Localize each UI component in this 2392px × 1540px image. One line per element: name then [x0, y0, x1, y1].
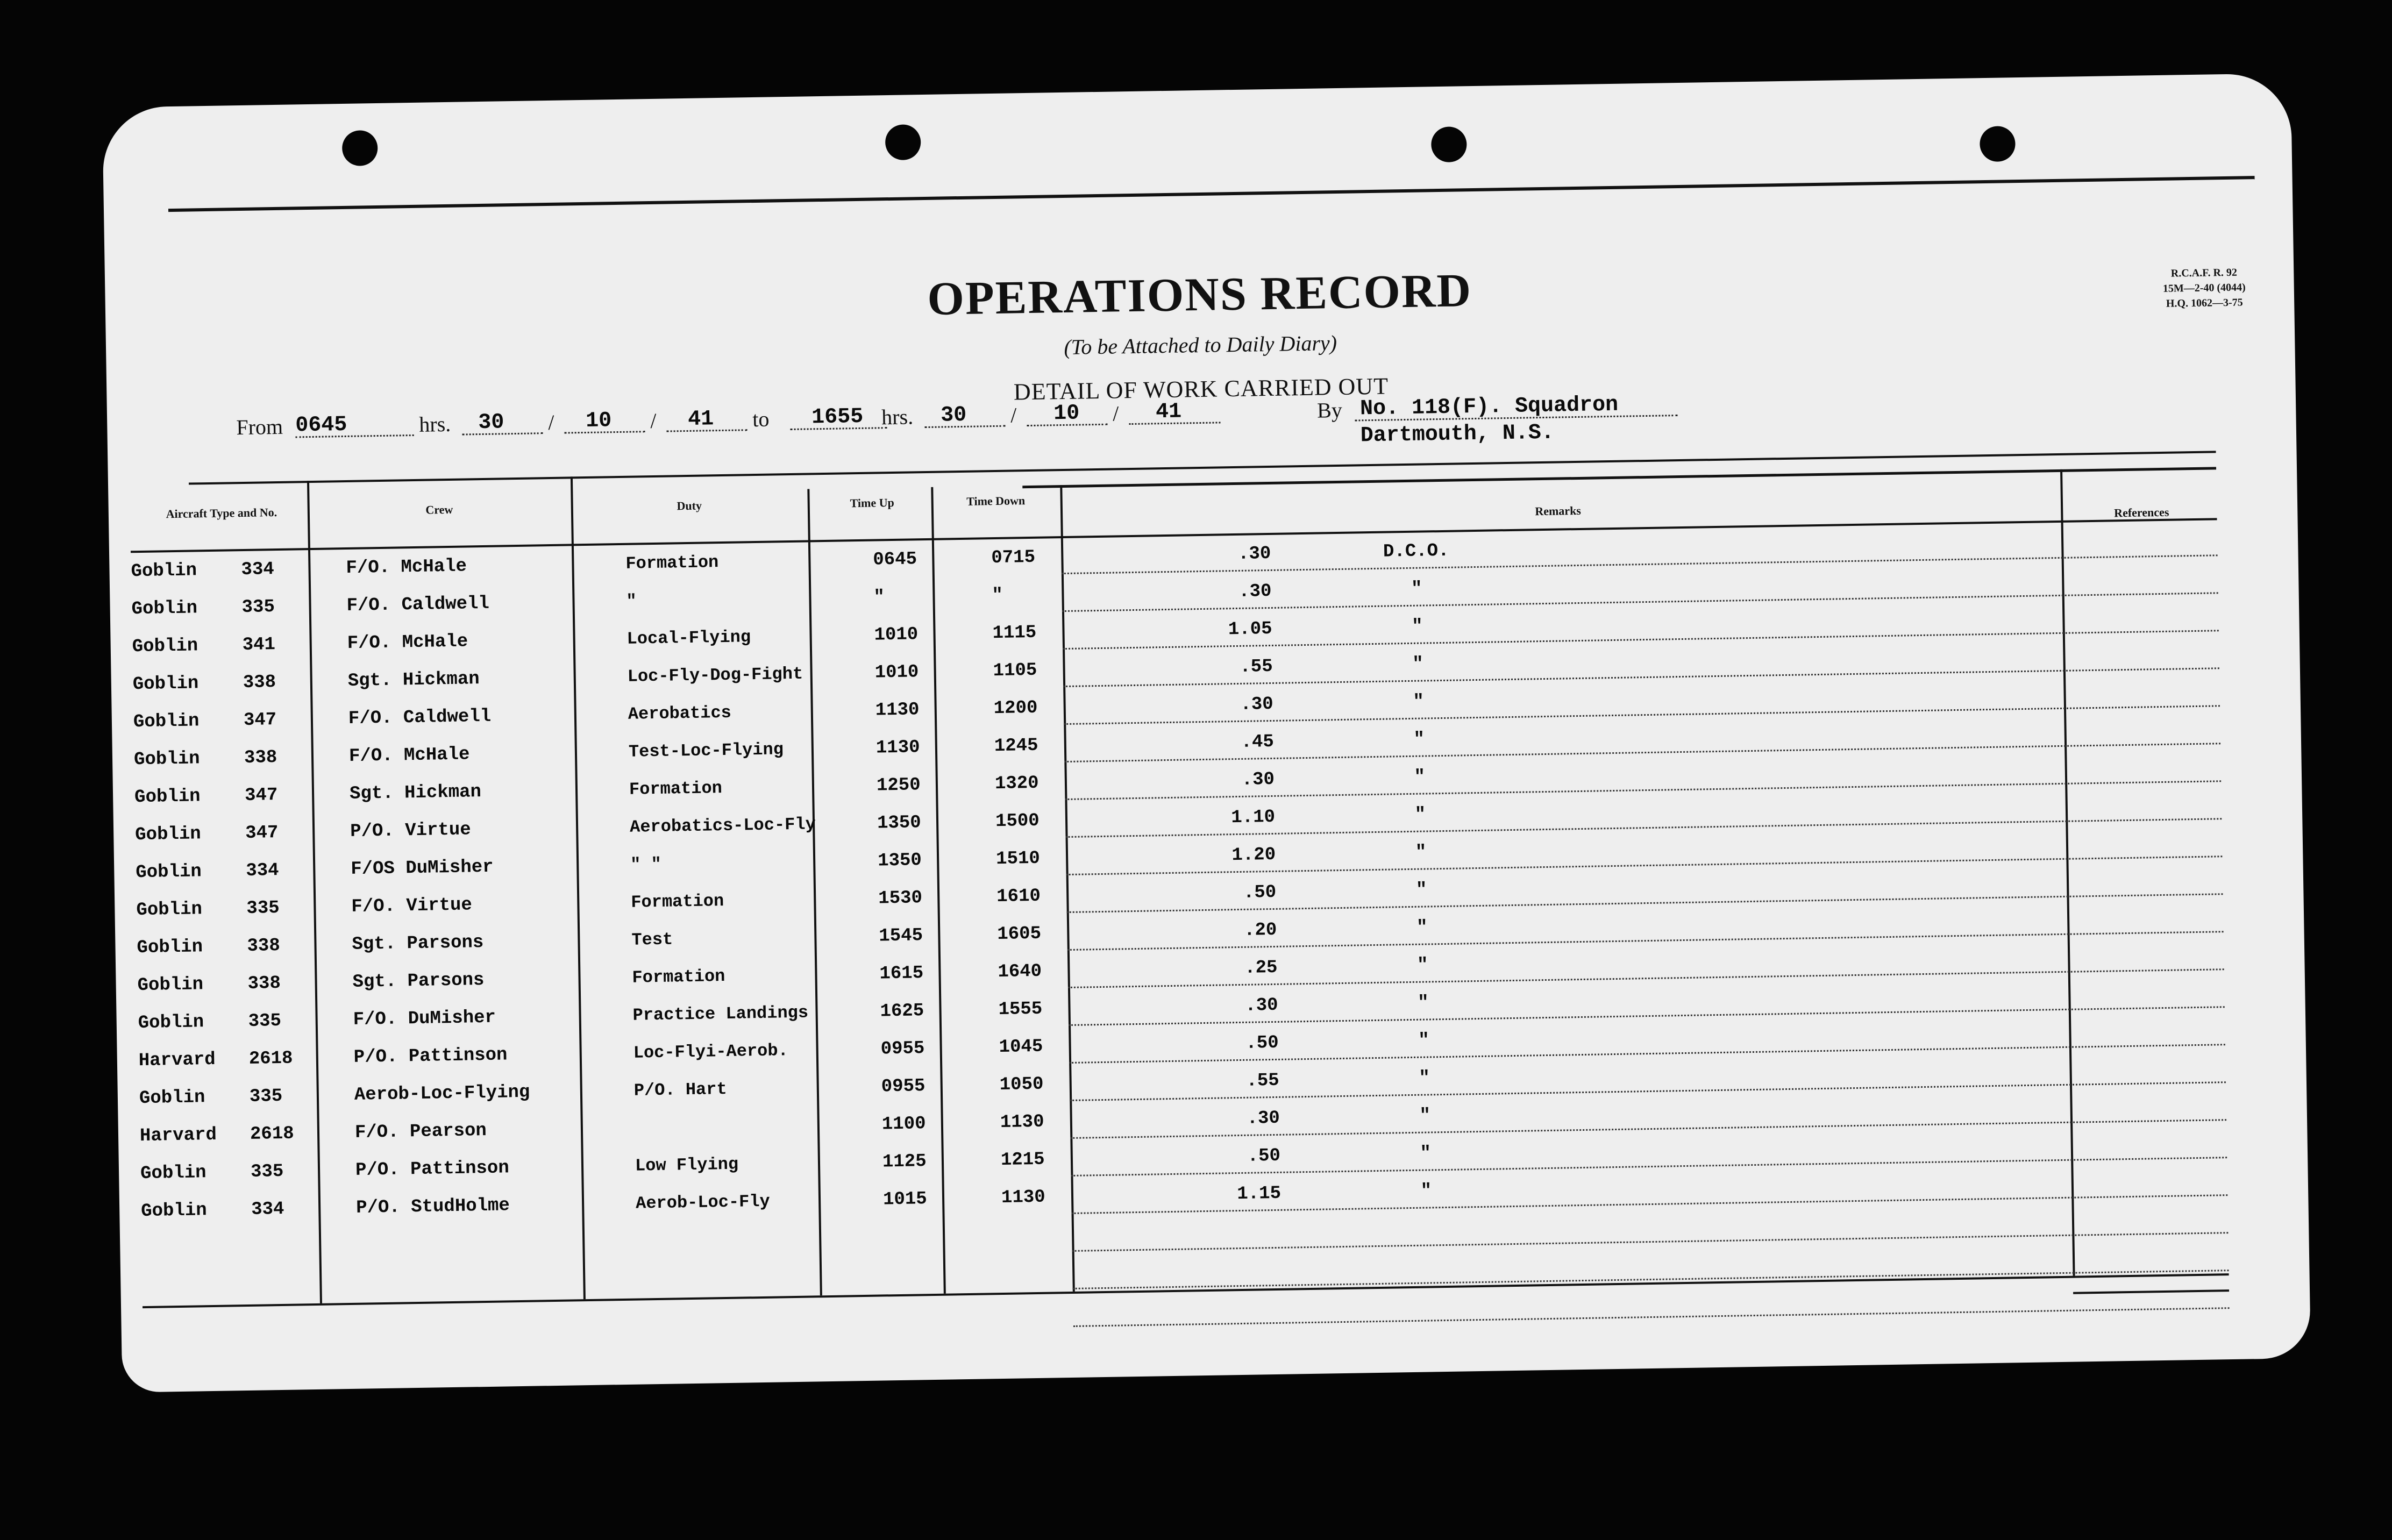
time-up: 1530: [878, 888, 923, 909]
aircraft-number: 2618: [248, 1048, 293, 1070]
remark: ": [1416, 955, 1428, 976]
duration: 1.15: [1237, 1183, 1282, 1205]
time-up: 1350: [877, 812, 922, 834]
duty: Formation: [625, 552, 719, 574]
duration: .45: [1241, 731, 1275, 753]
document-subtitle: (To be Attached to Daily Diary): [1064, 330, 1337, 359]
duty: Formation: [632, 966, 725, 988]
remark: ": [1420, 1181, 1432, 1202]
row-dotted-line: [1073, 1270, 2229, 1289]
remark: ": [1411, 616, 1423, 637]
aircraft-number: 334: [241, 559, 275, 581]
aircraft-number: 347: [244, 785, 278, 806]
squadron: No. 118(F). Squadron: [1359, 393, 1619, 422]
from-year: 41: [687, 407, 714, 432]
duration: .30: [1247, 1108, 1280, 1129]
duration: .25: [1244, 957, 1278, 979]
duty: Aerob-Loc-Fly: [635, 1191, 771, 1214]
aircraft-type: Goblin: [140, 1163, 207, 1185]
time-up: 1130: [875, 737, 920, 759]
crew-name: F/O. Caldwell: [346, 593, 490, 616]
form-code-line: 15M—2-40 (4044): [2162, 281, 2246, 295]
crew-name: Sgt. Parsons: [352, 970, 485, 993]
aircraft-number: 2618: [250, 1123, 294, 1145]
duty: Formation: [631, 891, 724, 912]
duration: .30: [1240, 694, 1274, 715]
to-day: 30: [940, 403, 967, 428]
column-header-duty: Duty: [677, 498, 702, 513]
time-down: 1320: [994, 773, 1039, 795]
time-down: ": [992, 585, 1003, 607]
time-up: 1130: [875, 700, 920, 721]
row-dotted-line: [1073, 1307, 2230, 1327]
by-label: By: [1316, 397, 1343, 423]
punch-hole: [1980, 126, 2016, 162]
time-down: 1200: [993, 697, 1038, 719]
aircraft-type: Goblin: [140, 1200, 207, 1222]
duration: 1.05: [1228, 618, 1272, 640]
to-month: 10: [1053, 401, 1080, 426]
time-up: 0955: [880, 1038, 925, 1060]
aircraft-number: 334: [251, 1199, 284, 1220]
duration: 1.20: [1231, 844, 1276, 866]
crew-name: F/O. McHale: [347, 631, 468, 654]
separator: /: [547, 410, 554, 435]
aircraft-type: Goblin: [137, 974, 204, 996]
aircraft-number: 347: [243, 710, 277, 731]
duty: Low Flying: [635, 1154, 739, 1176]
location: Dartmouth, N.S.: [1360, 420, 1555, 448]
remark: ": [1413, 729, 1425, 750]
aircraft-type: Goblin: [134, 824, 201, 846]
duty: Formation: [629, 778, 723, 800]
time-up: 1125: [882, 1151, 927, 1173]
punch-hole: [1431, 126, 1467, 162]
hrs-label: hrs.: [418, 411, 451, 437]
form-code-line: H.Q. 1062—3-75: [2166, 296, 2243, 310]
aircraft-type: Goblin: [132, 636, 198, 658]
duty: Local-Flying: [627, 627, 751, 649]
time-down: 1605: [997, 923, 1042, 945]
remark: ": [1417, 993, 1429, 1014]
from-time: 0645: [295, 412, 347, 438]
time-down: 1105: [993, 660, 1037, 682]
form-code: [2162, 265, 2246, 311]
row-dotted-line: [1072, 1232, 2229, 1252]
column-header-time-up: Time Up: [850, 495, 894, 510]
aircraft-number: 338: [247, 935, 281, 957]
aircraft-type: Goblin: [138, 1012, 204, 1034]
separator: /: [1010, 403, 1017, 427]
time-up: 1545: [879, 925, 923, 947]
duration: .20: [1243, 919, 1277, 941]
duration: .55: [1246, 1070, 1279, 1092]
remark: D.C.O.: [1383, 540, 1449, 562]
aircraft-type: Goblin: [136, 861, 202, 883]
duty: Test: [631, 929, 673, 950]
time-down: 1115: [992, 622, 1037, 644]
aircraft-number: 334: [246, 860, 279, 881]
time-down: 1245: [994, 735, 1038, 757]
punch-hole: [885, 124, 921, 160]
crew-name: F/OS DuMisher: [351, 857, 494, 880]
aircraft-type: Harvard: [139, 1124, 217, 1147]
time-down: 1050: [999, 1074, 1044, 1096]
time-up: 1010: [874, 624, 919, 646]
aircraft-number: 347: [245, 823, 279, 844]
crew-name: P/O. StudHolme: [355, 1195, 510, 1218]
top-rule: [168, 176, 2255, 212]
duty: Practice Landings: [632, 1002, 809, 1025]
crew-name: F/O. Pearson: [354, 1121, 487, 1143]
remark: ": [1414, 767, 1426, 788]
remark: ": [1412, 654, 1424, 675]
operations-table: [108, 450, 2310, 1317]
column-header-aircraft: Aircraft Type and No.: [166, 505, 277, 521]
duty: Loc-Flyi-Aerob.: [633, 1040, 789, 1063]
from-day: 30: [478, 410, 504, 436]
time-up: 1625: [880, 1001, 924, 1022]
duty: Aerobatics-Loc-Fly: [629, 814, 816, 837]
aircraft-number: 335: [250, 1161, 284, 1182]
duration: .50: [1247, 1145, 1281, 1167]
column-header-crew: Crew: [425, 502, 453, 517]
aircraft-type: Goblin: [132, 673, 199, 695]
aircraft-number: 335: [246, 898, 280, 919]
column-header-time-down: Time Down: [966, 494, 1026, 508]
document-title: OPERATIONS RECORD: [927, 265, 1472, 325]
duty: Loc-Fly-Dog-Fight: [627, 664, 803, 687]
time-down: 1130: [1000, 1111, 1044, 1133]
duration: .55: [1240, 656, 1273, 678]
punch-hole: [342, 130, 378, 166]
aircraft-type: Goblin: [131, 598, 198, 620]
time-down: 0715: [991, 547, 1036, 569]
duty: ": [626, 591, 637, 611]
aircraft-type: Goblin: [133, 748, 200, 771]
separator: /: [1112, 401, 1119, 426]
aircraft-number: 338: [243, 672, 276, 694]
time-up: 1615: [879, 963, 924, 985]
duration: .30: [1238, 581, 1272, 602]
crew-name: Aerob-Loc-Flying: [354, 1082, 530, 1106]
remark: ": [1415, 880, 1427, 901]
remark: ": [1411, 579, 1422, 600]
crew-name: P/O. Virtue: [350, 819, 471, 842]
aircraft-type: Goblin: [134, 786, 201, 808]
form-code-line: R.C.A.F. R. 92: [2170, 266, 2238, 280]
crew-name: P/O. Pattinson: [353, 1045, 508, 1068]
crew-name: P/O. Pattinson: [355, 1158, 510, 1181]
duration: .50: [1245, 1032, 1279, 1054]
time-down: 1045: [999, 1036, 1043, 1058]
remark: ": [1419, 1068, 1430, 1089]
aircraft-type: Goblin: [139, 1087, 205, 1109]
crew-name: F/O. Caldwell: [348, 706, 492, 729]
from-month: 10: [585, 409, 612, 433]
aircraft-type: Harvard: [138, 1049, 216, 1072]
aircraft-number: 338: [247, 973, 281, 994]
aircraft-type: Goblin: [133, 711, 200, 733]
duration: .50: [1243, 882, 1277, 903]
time-up: 1010: [874, 662, 919, 683]
time-down: 1640: [998, 961, 1042, 983]
remark: ": [1418, 1030, 1430, 1051]
to-year: 41: [1155, 400, 1182, 425]
crew-name: F/O. McHale: [348, 744, 470, 767]
aircraft-number: 341: [242, 634, 276, 656]
time-up: 1100: [881, 1114, 926, 1135]
crew-name: F/O. DuMisher: [353, 1007, 496, 1030]
remark: ": [1419, 1106, 1431, 1127]
time-up: 0955: [881, 1076, 926, 1097]
aircraft-number: 338: [244, 747, 277, 768]
remark: ": [1413, 691, 1425, 712]
column-header-references: References: [2113, 505, 2169, 520]
to-label: to: [752, 407, 770, 432]
duration: 1.10: [1231, 807, 1276, 829]
time-up: 0645: [873, 549, 917, 571]
remark: ": [1414, 804, 1426, 825]
aircraft-number: 335: [249, 1086, 283, 1107]
aircraft-number: 335: [248, 1010, 282, 1032]
separator: /: [650, 408, 657, 433]
duration: .30: [1237, 543, 1271, 565]
duty: Test-Loc-Flying: [628, 739, 784, 762]
detail-heading: DETAIL OF WORK CARRIED OUT: [1013, 373, 1389, 405]
crew-name: Sgt. Hickman: [347, 669, 480, 691]
duration: .30: [1244, 995, 1278, 1016]
from-label: From: [236, 414, 283, 440]
time-down: 1215: [1000, 1149, 1045, 1171]
crew-name: Sgt. Hickman: [349, 782, 482, 804]
time-up: 1250: [876, 775, 921, 796]
crew-name: F/O. McHale: [346, 556, 467, 579]
time-down: 1130: [1001, 1187, 1045, 1208]
duty: Aerobatics: [628, 702, 732, 724]
remark: ": [1420, 1143, 1432, 1164]
to-time: 1655: [811, 404, 864, 430]
to-hrs-label: hrs.: [881, 404, 914, 430]
time-up: 1350: [877, 850, 922, 872]
time-down: 1500: [995, 810, 1040, 832]
crew-name: F/O. Virtue: [351, 895, 473, 917]
operations-record-card: [102, 73, 2311, 1393]
time-up: ": [873, 587, 885, 608]
duty: P/O. Hart: [633, 1079, 727, 1101]
remark: ": [1415, 842, 1427, 863]
crew-name: Sgt. Parsons: [352, 932, 484, 955]
column-header-remarks: Remarks: [1535, 503, 1582, 518]
aircraft-number: 335: [241, 597, 275, 618]
time-down: 1555: [998, 999, 1043, 1021]
duty: " ": [630, 854, 662, 875]
time-down: 1610: [996, 886, 1041, 908]
duration: .30: [1241, 769, 1275, 790]
time-up: 1015: [882, 1189, 928, 1210]
time-down: 1510: [995, 848, 1041, 870]
remark: ": [1416, 917, 1428, 938]
aircraft-type: Goblin: [131, 560, 197, 582]
aircraft-type: Goblin: [137, 937, 203, 959]
aircraft-type: Goblin: [136, 899, 203, 921]
